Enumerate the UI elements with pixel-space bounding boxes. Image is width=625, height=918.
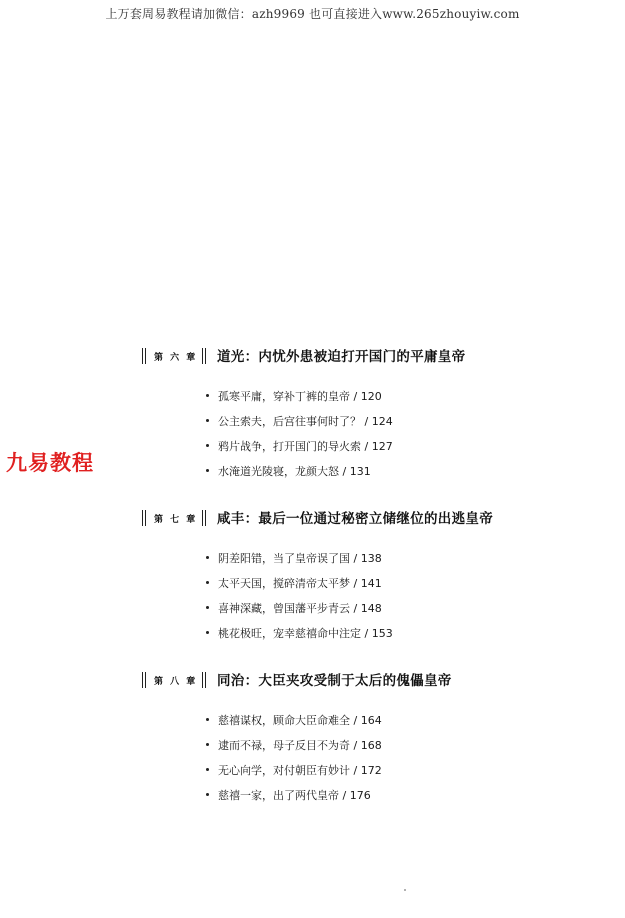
toc-entry[interactable] — [206, 383, 393, 408]
chapter-title: 同治：大臣夹攻受制于太后的傀儡皇帝 — [217, 673, 452, 689]
section-list — [206, 707, 382, 807]
chapter-tag — [142, 509, 208, 527]
chapter-heading — [142, 345, 562, 371]
toc-entry-text: 逮而不禄，母子反目不为奇 / 168 — [218, 738, 382, 752]
bullet-icon — [206, 631, 209, 634]
toc-entry[interactable] — [206, 707, 382, 732]
chapter-heading — [142, 507, 562, 533]
bullet-icon — [206, 768, 209, 771]
bullet-icon — [206, 556, 209, 559]
toc-entry[interactable] — [206, 732, 382, 757]
toc-entry[interactable] — [206, 757, 382, 782]
toc-entry-text: 公主索夫，后宫往事何时了？ / 124 — [218, 414, 393, 428]
bullet-icon — [206, 469, 209, 472]
bullet-icon — [206, 606, 209, 609]
toc-entry-text: 桃花极旺，宠幸慈禧命中注定 / 153 — [218, 626, 393, 640]
chapter-title: 道光：内忧外患被迫打开国门的平庸皇帝 — [217, 349, 466, 365]
toc-entry-text: 喜神深藏，曾国藩平步青云 / 148 — [218, 601, 382, 615]
header-note: 上万套周易教程请加微信：azh9969 也可直接进入www.265zhouyiw.com — [105, 7, 520, 21]
double-bar-right — [202, 672, 208, 688]
toc-entry[interactable] — [206, 595, 393, 620]
section-list — [206, 545, 393, 645]
chapter-number: 第 七 章 — [154, 514, 198, 525]
chapter-section-8 — [142, 669, 562, 802]
toc-entry-text: 水淹道光陵寝，龙颜大怒 / 131 — [218, 464, 371, 478]
bullet-icon — [206, 444, 209, 447]
section-list — [206, 383, 393, 483]
bullet-icon — [206, 743, 209, 746]
toc-entry[interactable] — [206, 570, 393, 595]
chapter-tag — [142, 347, 208, 365]
bullet-icon — [206, 793, 209, 796]
bullet-icon — [206, 718, 209, 721]
toc-entry-text: 鸦片战争，打开国门的导火索 / 127 — [218, 439, 393, 453]
chapter-tag — [142, 671, 208, 689]
toc-entry[interactable] — [206, 458, 393, 483]
chapter-heading — [142, 669, 562, 695]
toc-entry[interactable] — [206, 433, 393, 458]
double-bar-left — [142, 672, 148, 688]
toc-entry[interactable] — [206, 782, 382, 807]
double-bar-left — [142, 510, 148, 526]
double-bar-right — [202, 348, 208, 364]
bullet-icon — [206, 394, 209, 397]
toc-entry[interactable] — [206, 408, 393, 433]
bullet-icon — [206, 419, 209, 422]
toc-entry[interactable] — [206, 620, 393, 645]
toc-entry-text: 无心向学，对付朝臣有妙计 / 172 — [218, 763, 382, 777]
toc-entry-text: 孤寒平庸，穿补丁裤的皇帝 / 120 — [218, 389, 382, 403]
toc-entry-text: 慈禧一家，出了两代皇帝 / 176 — [218, 788, 371, 802]
watermark-logo: 九易教程 — [6, 451, 94, 475]
toc-entry-text: 阴差阳错，当了皇帝误了国 / 138 — [218, 551, 382, 565]
toc-entry[interactable] — [206, 545, 393, 570]
chapter-section-7 — [142, 507, 562, 640]
chapter-section-6 — [142, 345, 562, 478]
scan-speck — [404, 889, 406, 891]
double-bar-left — [142, 348, 148, 364]
toc-entry-text: 慈禧谋权，顾命大臣命难全 / 164 — [218, 713, 382, 727]
double-bar-right — [202, 510, 208, 526]
bullet-icon — [206, 581, 209, 584]
chapter-number: 第 六 章 — [154, 352, 198, 363]
chapter-number: 第 八 章 — [154, 676, 198, 687]
chapter-title: 咸丰：最后一位通过秘密立储继位的出逃皇帝 — [217, 511, 493, 527]
toc-entry-text: 太平天国，搅碎清帝太平梦 / 141 — [218, 576, 382, 590]
